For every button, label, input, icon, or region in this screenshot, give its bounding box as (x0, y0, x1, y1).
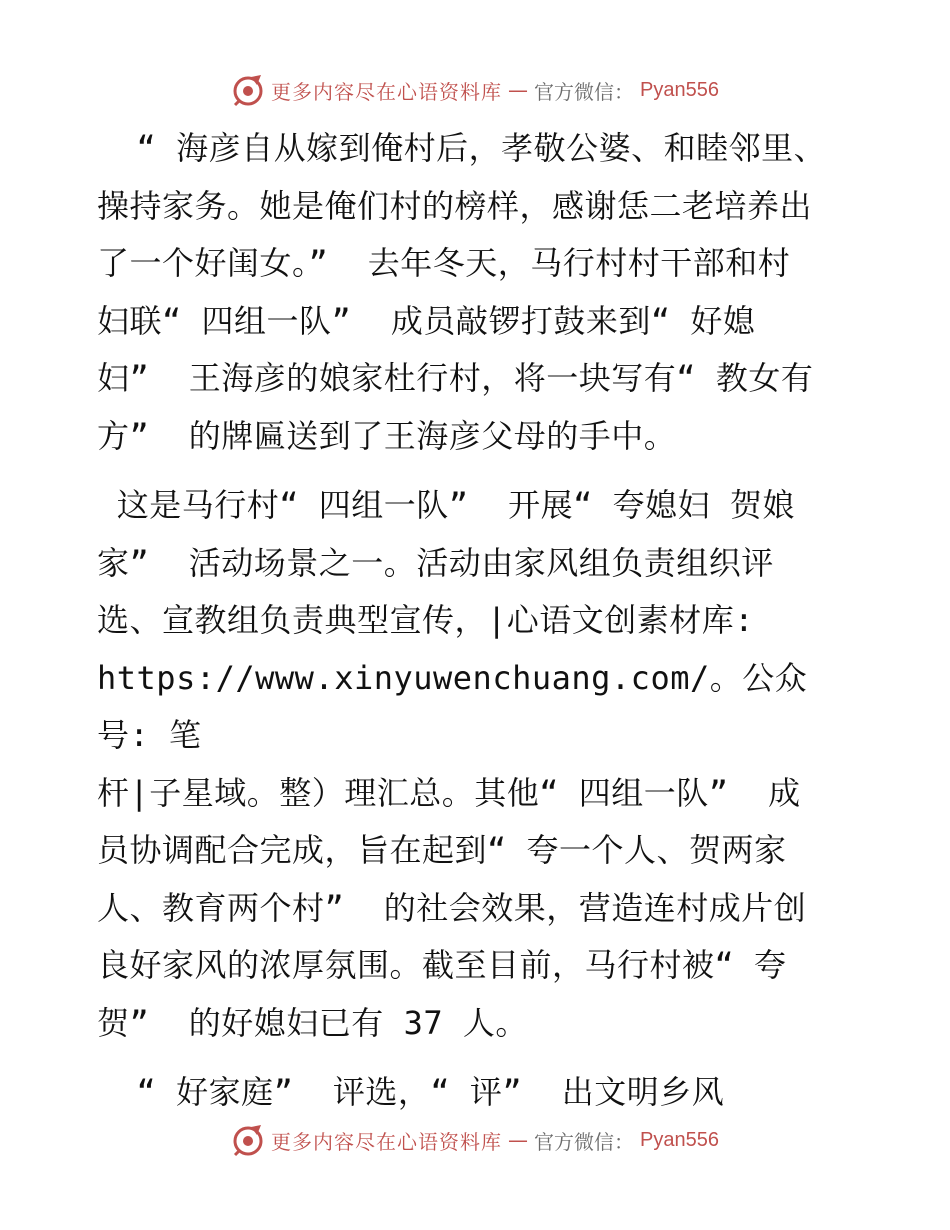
banner-main-text: 更多内容尽在心语资料库 (271, 1129, 503, 1154)
banner-wechat-id: Pyan556 (640, 78, 719, 101)
document-body (97, 120, 857, 1122)
footer-banner (0, 1120, 950, 1160)
banner-dash: — (508, 1128, 529, 1152)
banner-label: 官方微信： (534, 1129, 635, 1154)
banner-label: 官方微信： (534, 79, 635, 104)
brand-logo-icon (231, 1123, 265, 1157)
paragraph-1: “ 海彦自从嫁到俺村后，孝敬公婆、和睦邻里、 操持家务。她是俺们村的榜样，感谢恁二老培养出 了一个好闺女。” 去年冬天，马行村村干部和村 妇联“ 四组一队” 成员敲锣打鼓来到“ 好媳 妇” 王海彦的娘家杜行村，将一块写有“ 教女有 方” 的牌匾送到了王海彦父母的手中。 (97, 129, 827, 455)
banner-wechat-id: Pyan556 (640, 1128, 719, 1151)
header-banner (0, 70, 950, 110)
brand-logo-icon (231, 73, 265, 107)
paragraph-2: 这是马行村“ 四组一队” 开展“ 夸媳妇 贺娘 家” 活动场景之一。活动由家风组负责组织评 选、宣教组负责典型宣传，|心语文创素材库: https://www.xinyuwenchuang.com/。公众号: 笔 杆|子星域。整）理汇总。其他“ 四组一队” 成 员协调配合完成，旨在起到“ 夸一个人、贺两家 人、教育两个村” 的社会效果，营造连村成片创 良好家风的浓厚氛围。截至目前，马行村被“ 夸 贺” 的好媳妇已有 37 人。 (97, 486, 808, 1042)
banner-dash: — (508, 78, 529, 102)
banner-main-text: 更多内容尽在心语资料库 (271, 79, 503, 104)
paragraph-3: “ 好家庭” 评选，“ 评” 出文明乡风 (97, 1073, 725, 1111)
